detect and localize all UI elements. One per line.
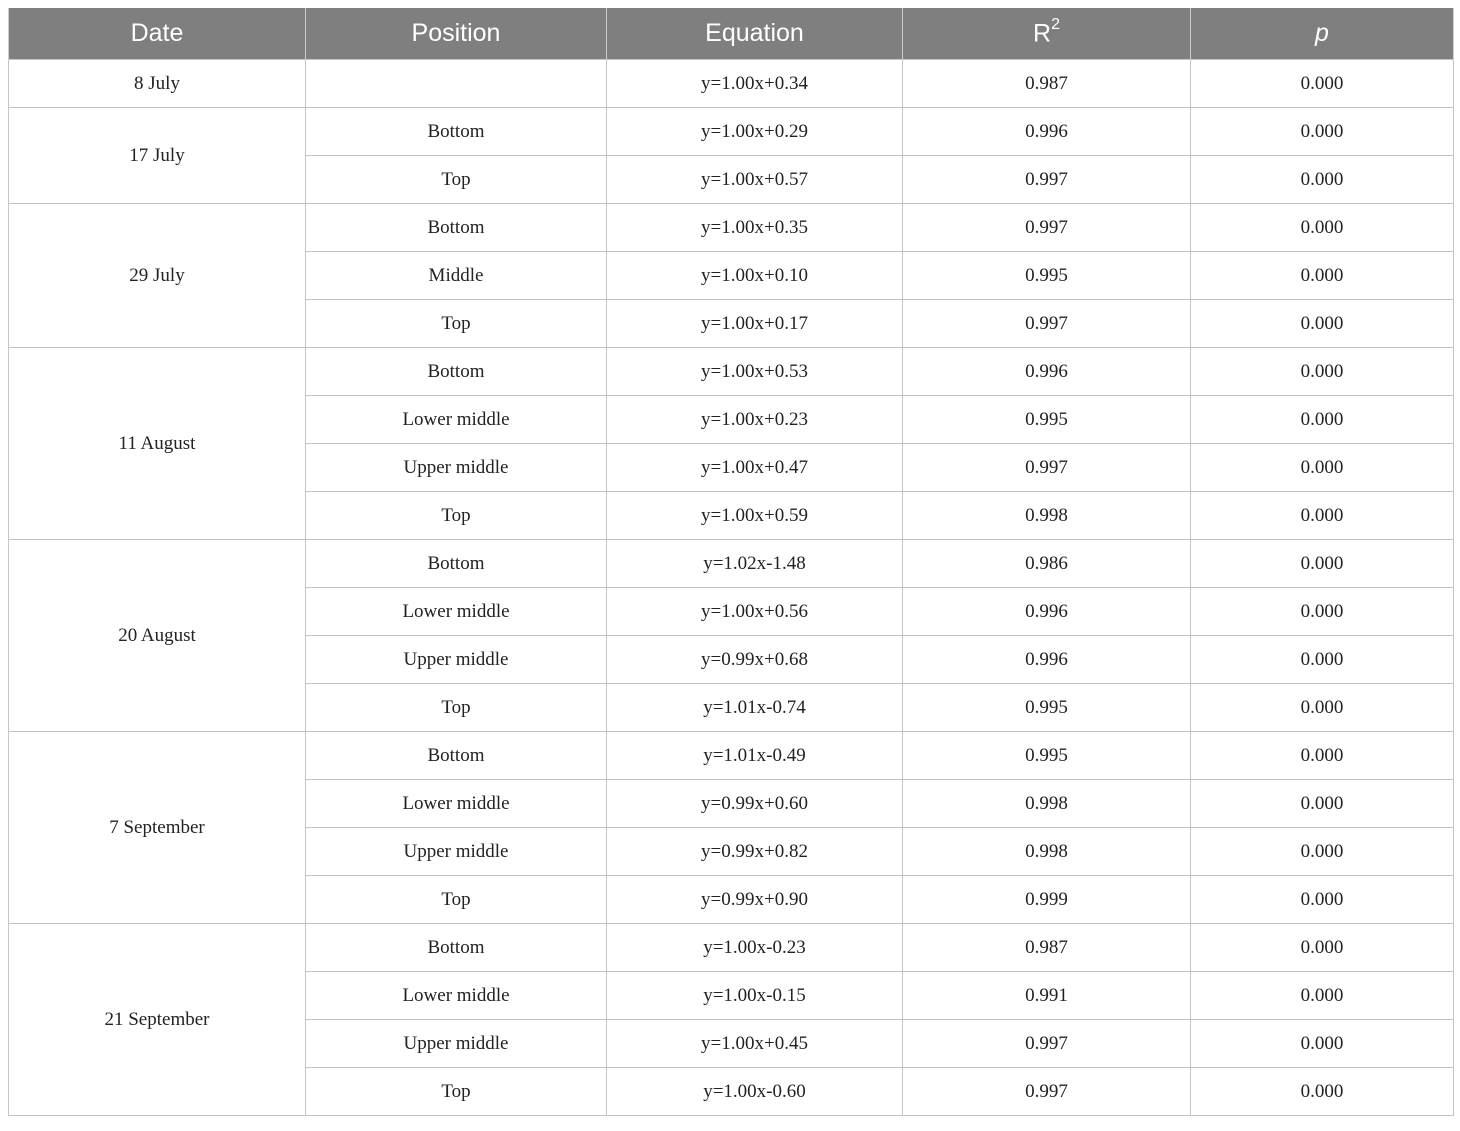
position-cell: Upper middle xyxy=(306,1020,607,1068)
date-cell: 21 September xyxy=(9,924,306,1116)
p-value-cell: 0.000 xyxy=(1191,924,1454,972)
equation-cell: y=1.00x+0.23 xyxy=(607,396,903,444)
equation-cell: y=1.00x+0.59 xyxy=(607,492,903,540)
date-cell: 20 August xyxy=(9,540,306,732)
r-squared-cell: 0.991 xyxy=(903,972,1191,1020)
position-cell: Lower middle xyxy=(306,396,607,444)
p-value-cell: 0.000 xyxy=(1191,156,1454,204)
table-row xyxy=(9,204,1454,252)
header-r-squared-superscript: 2 xyxy=(1051,15,1060,33)
r-squared-cell: 0.997 xyxy=(903,300,1191,348)
equation-cell: y=1.01x-0.74 xyxy=(607,684,903,732)
position-cell: Top xyxy=(306,300,607,348)
position-cell: Top xyxy=(306,684,607,732)
p-value-cell: 0.000 xyxy=(1191,252,1454,300)
position-cell: Bottom xyxy=(306,924,607,972)
position-cell: Bottom xyxy=(306,348,607,396)
r-squared-cell: 0.999 xyxy=(903,876,1191,924)
r-squared-cell: 0.995 xyxy=(903,252,1191,300)
r-squared-cell: 0.997 xyxy=(903,1020,1191,1068)
p-value-cell: 0.000 xyxy=(1191,444,1454,492)
p-value-cell: 0.000 xyxy=(1191,636,1454,684)
position-cell: Upper middle xyxy=(306,444,607,492)
position-cell: Upper middle xyxy=(306,828,607,876)
equation-cell: y=1.00x+0.47 xyxy=(607,444,903,492)
table-body xyxy=(9,60,1454,1116)
date-cell: 7 September xyxy=(9,732,306,924)
equation-cell: y=1.00x+0.53 xyxy=(607,348,903,396)
r-squared-cell: 0.996 xyxy=(903,108,1191,156)
header-position: Position xyxy=(306,8,607,60)
table-row xyxy=(9,348,1454,396)
r-squared-cell: 0.987 xyxy=(903,924,1191,972)
r-squared-cell: 0.997 xyxy=(903,204,1191,252)
r-squared-cell: 0.998 xyxy=(903,780,1191,828)
p-value-cell: 0.000 xyxy=(1191,108,1454,156)
equation-cell: y=1.00x+0.45 xyxy=(607,1020,903,1068)
r-squared-cell: 0.996 xyxy=(903,588,1191,636)
p-value-cell: 0.000 xyxy=(1191,300,1454,348)
table-row xyxy=(9,924,1454,972)
p-value-cell: 0.000 xyxy=(1191,1020,1454,1068)
position-cell: Middle xyxy=(306,252,607,300)
equation-cell: y=1.00x+0.34 xyxy=(607,60,903,108)
p-value-cell: 0.000 xyxy=(1191,540,1454,588)
p-value-cell: 0.000 xyxy=(1191,876,1454,924)
position-cell: Lower middle xyxy=(306,588,607,636)
header-equation: Equation xyxy=(607,8,903,60)
p-value-cell: 0.000 xyxy=(1191,204,1454,252)
p-value-cell: 0.000 xyxy=(1191,828,1454,876)
header-r-squared xyxy=(903,8,1191,60)
equation-cell: y=0.99x+0.68 xyxy=(607,636,903,684)
r-squared-cell: 0.996 xyxy=(903,636,1191,684)
position-cell: Bottom xyxy=(306,108,607,156)
table-row xyxy=(9,60,1454,108)
header-p-value: p xyxy=(1191,8,1454,60)
equation-cell: y=1.00x+0.56 xyxy=(607,588,903,636)
date-cell: 8 July xyxy=(9,60,306,108)
header-row xyxy=(9,8,1454,60)
p-value-cell: 0.000 xyxy=(1191,588,1454,636)
p-value-cell: 0.000 xyxy=(1191,396,1454,444)
header-date: Date xyxy=(9,8,306,60)
equation-cell: y=1.00x+0.17 xyxy=(607,300,903,348)
position-cell: Bottom xyxy=(306,204,607,252)
date-cell: 29 July xyxy=(9,204,306,348)
r-squared-cell: 0.996 xyxy=(903,348,1191,396)
table-row xyxy=(9,732,1454,780)
r-squared-cell: 0.995 xyxy=(903,684,1191,732)
equation-cell: y=0.99x+0.60 xyxy=(607,780,903,828)
p-value-cell: 0.000 xyxy=(1191,60,1454,108)
r-squared-cell: 0.986 xyxy=(903,540,1191,588)
position-cell: Top xyxy=(306,876,607,924)
regression-table xyxy=(8,8,1454,1116)
position-cell: Lower middle xyxy=(306,972,607,1020)
position-cell xyxy=(306,60,607,108)
p-value-cell: 0.000 xyxy=(1191,1068,1454,1116)
r-squared-cell: 0.987 xyxy=(903,60,1191,108)
r-squared-cell: 0.997 xyxy=(903,1068,1191,1116)
p-value-cell: 0.000 xyxy=(1191,732,1454,780)
equation-cell: y=1.00x+0.35 xyxy=(607,204,903,252)
equation-cell: y=0.99x+0.90 xyxy=(607,876,903,924)
position-cell: Upper middle xyxy=(306,636,607,684)
position-cell: Top xyxy=(306,1068,607,1116)
position-cell: Top xyxy=(306,156,607,204)
p-value-cell: 0.000 xyxy=(1191,780,1454,828)
equation-cell: y=1.00x-0.15 xyxy=(607,972,903,1020)
equation-cell: y=1.00x+0.10 xyxy=(607,252,903,300)
equation-cell: y=1.00x+0.29 xyxy=(607,108,903,156)
r-squared-cell: 0.997 xyxy=(903,156,1191,204)
r-squared-cell: 0.998 xyxy=(903,828,1191,876)
table-header xyxy=(9,8,1454,60)
table-row xyxy=(9,540,1454,588)
equation-cell: y=1.00x-0.23 xyxy=(607,924,903,972)
position-cell: Bottom xyxy=(306,732,607,780)
r-squared-cell: 0.998 xyxy=(903,492,1191,540)
p-value-cell: 0.000 xyxy=(1191,348,1454,396)
header-r-squared-base: R xyxy=(1033,19,1052,48)
r-squared-cell: 0.997 xyxy=(903,444,1191,492)
p-value-cell: 0.000 xyxy=(1191,972,1454,1020)
p-value-cell: 0.000 xyxy=(1191,492,1454,540)
equation-cell: y=1.01x-0.49 xyxy=(607,732,903,780)
r-squared-cell: 0.995 xyxy=(903,732,1191,780)
equation-cell: y=1.02x-1.48 xyxy=(607,540,903,588)
equation-cell: y=0.99x+0.82 xyxy=(607,828,903,876)
date-cell: 11 August xyxy=(9,348,306,540)
equation-cell: y=1.00x-0.60 xyxy=(607,1068,903,1116)
equation-cell: y=1.00x+0.57 xyxy=(607,156,903,204)
position-cell: Bottom xyxy=(306,540,607,588)
position-cell: Lower middle xyxy=(306,780,607,828)
date-cell: 17 July xyxy=(9,108,306,204)
r-squared-cell: 0.995 xyxy=(903,396,1191,444)
table-row xyxy=(9,108,1454,156)
position-cell: Top xyxy=(306,492,607,540)
p-value-cell: 0.000 xyxy=(1191,684,1454,732)
